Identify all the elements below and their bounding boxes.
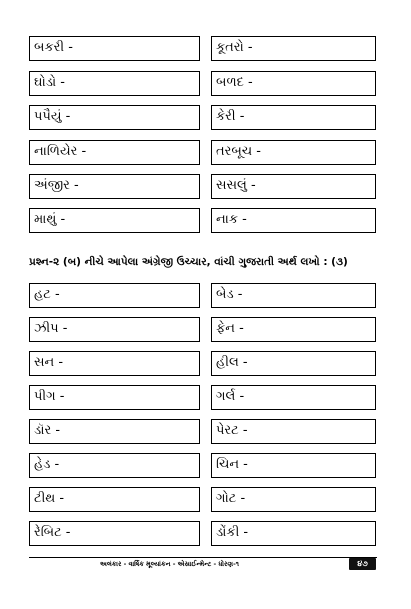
answer-box-right-7[interactable]: બેડ - bbox=[211, 283, 376, 308]
answer-box-right-9[interactable]: હીલ - bbox=[211, 351, 376, 376]
answer-box-right-5[interactable]: સસલું - bbox=[211, 174, 376, 199]
answer-box-right-14[interactable]: ડોંકી - bbox=[211, 521, 376, 546]
answer-box-right-2[interactable]: બળદ - bbox=[211, 71, 376, 96]
answer-box-left-9[interactable]: સન - bbox=[29, 351, 200, 376]
answer-box-left-6[interactable]: માથું - bbox=[29, 208, 200, 233]
footer-title: અલંકાર - વાર્ષિક મૂલ્યાંકન - એસાઈન્મેન્ટ - ધોરણ-૧ bbox=[100, 560, 239, 568]
answer-box-left-11[interactable]: ડૉર - bbox=[29, 419, 200, 444]
answer-box-left-12[interactable]: હેડ - bbox=[29, 453, 200, 478]
footer-divider bbox=[29, 557, 377, 558]
answer-box-left-1[interactable]: બકરી - bbox=[29, 36, 200, 61]
page-number-badge: ૪૭ bbox=[349, 558, 376, 570]
answer-box-left-14[interactable]: રેબિટ - bbox=[29, 521, 200, 546]
answer-box-right-6[interactable]: નાક - bbox=[211, 208, 376, 233]
answer-box-left-10[interactable]: પીગ - bbox=[29, 385, 200, 410]
answer-box-right-13[interactable]: ગોટ - bbox=[211, 487, 376, 512]
answer-box-right-12[interactable]: ચિન - bbox=[211, 453, 376, 478]
answer-box-left-2[interactable]: ઘોડો - bbox=[29, 71, 200, 96]
answer-box-left-3[interactable]: પપૈયું - bbox=[29, 105, 200, 130]
answer-box-right-10[interactable]: ગર્લ - bbox=[211, 385, 376, 410]
answer-box-left-4[interactable]: નાળિયેર - bbox=[29, 140, 200, 165]
answer-box-left-8[interactable]: ઝીપ - bbox=[29, 317, 200, 342]
answer-box-right-1[interactable]: કૂતરો - bbox=[211, 36, 376, 61]
answer-box-left-7[interactable]: હટ - bbox=[29, 283, 200, 308]
answer-box-left-13[interactable]: ટીથ - bbox=[29, 487, 200, 512]
question-heading: પ્રશ્ન-૨ (બ) નીચે આપેલા અંગ્રેજી ઉચ્ચાર, વાંચી ગુજરાતી અર્થ લખો : (૩) bbox=[29, 256, 348, 268]
answer-box-right-4[interactable]: તરબૂચ - bbox=[211, 140, 376, 165]
answer-box-right-3[interactable]: કેરી - bbox=[211, 105, 376, 130]
answer-box-right-8[interactable]: ફેન - bbox=[211, 317, 376, 342]
answer-box-right-11[interactable]: પેરટ - bbox=[211, 419, 376, 444]
answer-box-left-5[interactable]: અંજીર - bbox=[29, 174, 200, 199]
